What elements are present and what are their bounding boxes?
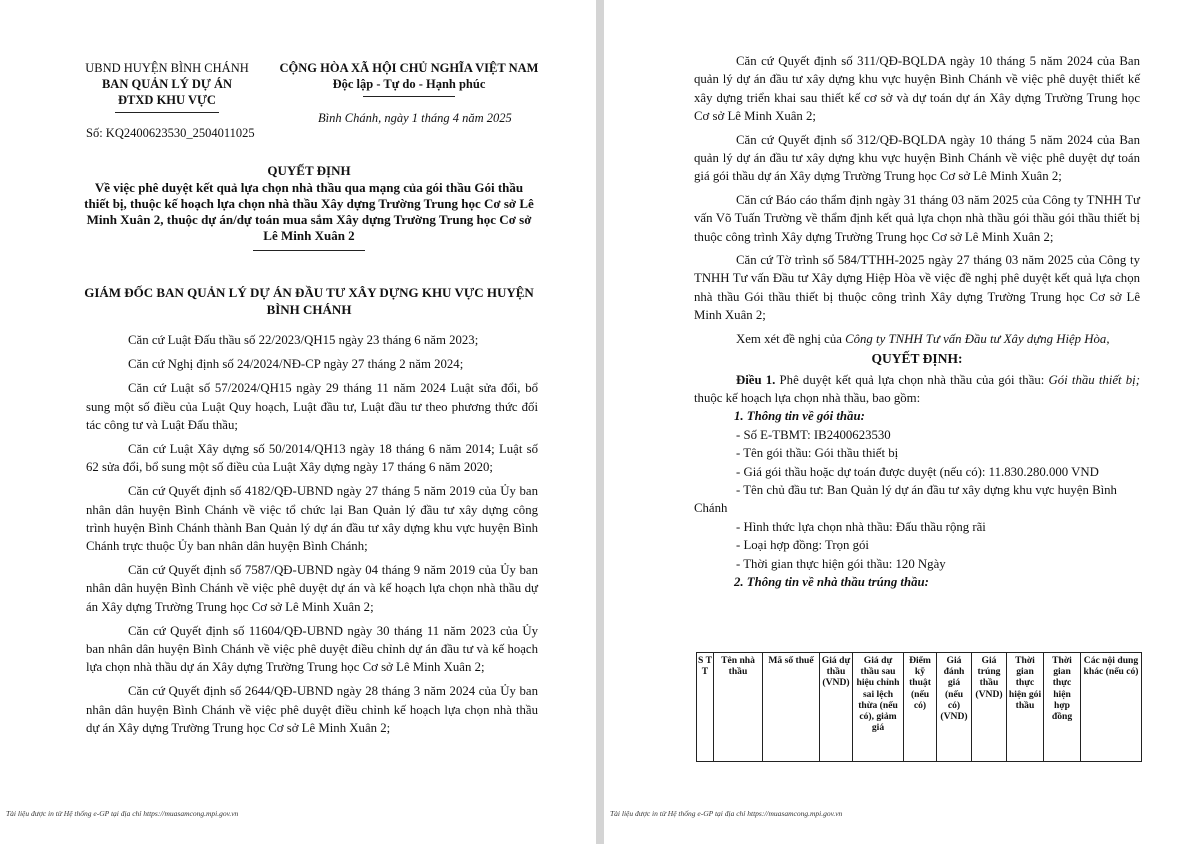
col-header-stt: S T T	[697, 653, 714, 762]
package-info-item: - Thời gian thực hiện gói thầu: 120 Ngày	[736, 556, 946, 571]
legal-basis-paragraph: Căn cứ Quyết định số 4182/QĐ-UBND ngày 27 tháng 5 năm 2019 của Ủy ban nhân dân huyện Bình Chánh về việc tổ chức lại Ban Quản lý đầu tư xây dựng công trình huyện Bình Chánh thành Ban Quản lý dự án đầu tư xây dựng khu vực huyện Bình Chánh trực thuộc Ủy ban nhân dân huyện Bình Chánh;	[86, 484, 538, 554]
agency-line-3: ĐTXD KHU VỰC	[118, 93, 216, 107]
consideration-line	[694, 330, 1140, 348]
article-1-package: Gói thầu thiết bị;	[1048, 372, 1140, 387]
page-gutter	[596, 0, 604, 844]
legal-basis-paragraph: Căn cứ Quyết định số 311/QĐ-BQLDA ngày 10 tháng 5 năm 2024 của Ban quản lý dự án đầu tư xây dựng khu vực huyện Bình Chánh về việc phê duyệt thiết kế xây dựng triển khai sau thiết kế cơ sở và dự toán dự án Xây dựng Trường Trung học Cơ sở Lê Minh Xuân 2;	[694, 54, 1140, 124]
article-1-tail: thuộc kế hoạch lựa chọn nhà thầu, bao gồm:	[694, 390, 921, 405]
package-info-item: - Số E-TBMT: IB2400623530	[736, 427, 891, 442]
article-1	[694, 371, 1140, 408]
legal-basis-paragraph: Căn cứ Luật Xây dựng số 50/2014/QH13 ngày 18 tháng 6 năm 2014; Luật số 62 sửa đổi, bổ sung một số điều của Luật Xây dựng ngày 17 tháng 6 năm 2020;	[86, 442, 538, 475]
article-1-text: Phê duyệt kết quả lựa chọn nhà thầu của gói thầu:	[775, 372, 1049, 387]
package-info-item: - Tên gói thầu: Gói thầu thiết bị	[736, 446, 899, 461]
director-heading: GIÁM ĐỐC BAN QUẢN LÝ DỰ ÁN ĐẦU TƯ XÂY DỰNG KHU VỰC HUYỆN BÌNH CHÁNH	[84, 285, 534, 317]
legal-basis-list	[86, 331, 538, 743]
section-1-title: 1. Thông tin về gói thầu:	[734, 409, 865, 424]
legal-basis-paragraph: Căn cứ Nghị định số 24/2024/NĐ-CP ngày 27 tháng 2 năm 2024;	[128, 357, 464, 372]
decision-body	[694, 52, 1140, 591]
package-info-item: - Giá gói thầu hoặc dự toán được duyệt (nếu có): 11.830.280.000 VND	[736, 464, 1099, 479]
col-header-other: Các nội dung khác (nếu có)	[1081, 653, 1142, 762]
package-owner-item: - Tên chủ đầu tư: Ban Quản lý dự án đầu tư xây dựng khu vực huyện Bình Chánh	[694, 482, 1117, 516]
col-header-package-duration: Thời gian thực hiện gói thầu	[1007, 653, 1044, 762]
legal-basis-paragraph: Căn cứ Quyết định số 2644/QĐ-UBND ngày 28 tháng 3 năm 2024 của Ủy ban nhân dân huyện Bình Chánh về việc phê duyệt điều chỉnh kế hoạch lựa chọn nhà thầu dự án Xây dựng Trường Trung học Cơ sở Lê Minh Xuân 2;	[86, 684, 538, 735]
legal-basis-paragraph: Căn cứ Quyết định số 7587/QĐ-UBND ngày 04 tháng 9 năm 2019 của Ủy ban nhân dân huyện Bình Chánh về việc phê duyệt dự án và kế hoạch lựa chọn nhà thầu dự án Xây dựng Trường Trung học Cơ sở Lê Minh Xuân 2;	[86, 563, 538, 614]
document-page-left	[0, 0, 596, 844]
document-page-right	[604, 0, 1200, 844]
col-header-tech-score: Điểm kỹ thuật (nếu có)	[904, 653, 937, 762]
legal-basis-paragraph: Căn cứ Tờ trình số 584/TTHH-2025 ngày 27 tháng 03 năm 2025 của Công ty TNHH Tư vấn Đầu tư Xây dựng Hiệp Hòa về việc đề nghị phê duyệt kết quả lựa chọn nhà thầu Gói thầu thiết bị thuộc công trình Xây dựng Trường Trung học Cơ sở Lê Minh Xuân 2;	[694, 253, 1140, 323]
col-header-evaluated-price: Giá đánh giá (nếu có) (VND)	[937, 653, 972, 762]
package-info-item: - Hình thức lựa chọn nhà thầu: Đấu thầu rộng rãi	[736, 519, 986, 534]
winning-contractor-table	[696, 652, 1142, 762]
document-number: Số: KQ2400623530_2504011025	[86, 126, 255, 140]
legal-basis-paragraph: Căn cứ Quyết định số 312/QĐ-BQLDA ngày 10 tháng 5 năm 2024 của Ban quản lý dự án đầu tư xây dựng khu vực huyện Bình Chánh về việc phê duyệt dự toán giá gói thầu dự án Xây dựng Trường Trung học Cơ sở Lê Minh Xuân 2;	[694, 132, 1140, 184]
decision-title-block	[82, 163, 536, 251]
motto-divider	[363, 96, 455, 97]
consideration-prefix: Xem xét đề nghị của	[736, 331, 846, 346]
agency-line-1: UBND HUYỆN BÌNH CHÁNH	[85, 61, 249, 75]
republic-name: CỘNG HÒA XÃ HỘI CHỦ NGHĨA VIỆT NAM	[279, 61, 539, 75]
agency-header	[62, 60, 272, 113]
consultant-company: Công ty TNHH Tư vấn Đầu tư Xây dựng Hiệp Hòa,	[845, 331, 1110, 346]
section-2-title: 2. Thông tin về nhà thầu trúng thầu:	[734, 574, 929, 589]
legal-basis-paragraph: Căn cứ Báo cáo thẩm định ngày 31 tháng 03 năm 2025 của Công ty TNHH Tư vấn Võ Tuấn Trường về thẩm định kết quả lựa chọn nhà thầu gói thầu gói thầu thiết bị thuộc công trình Xây dựng Trường Trung học Cơ sở Lê Minh Xuân 2;	[694, 192, 1140, 244]
page-footer: Tài liệu được in từ Hệ thống e-GP tại địa chỉ https://muasamcong.mpi.gov.vn	[6, 809, 239, 818]
legal-basis-paragraph: Căn cứ Quyết định số 11604/QĐ-UBND ngày 30 tháng 11 năm 2023 của Ủy ban nhân dân huyện Bình Chánh về việc phê duyệt điều chỉnh dự án đầu tư và kế hoạch lựa chọn nhà thầu dự án Xây dựng Trường Trung học Cơ sở Lê Minh Xuân 2;	[86, 623, 538, 675]
agency-line-2: BAN QUẢN LÝ DỰ ÁN	[101, 77, 233, 91]
col-header-bid-price: Giá dự thầu (VND)	[820, 653, 853, 762]
table-header-row	[697, 653, 1142, 762]
republic-motto: Độc lập - Tự do - Hạnh phúc	[332, 77, 486, 91]
title-divider	[253, 250, 365, 251]
col-header-contract-duration: Thời gian thực hiện hợp đồng	[1044, 653, 1081, 762]
decision-subtitle: Về việc phê duyệt kết quả lựa chọn nhà thầu qua mạng của gói thầu Gói thầu thiết bị, thuộc kế hoạch lựa chọn nhà thầu Xây dựng Trường Trung học Cơ sở Lê Minh Xuân 2, thuộc dự án/dự toán mua sắm Xây dựng Trường Trung học Cơ sở Lê Minh Xuân 2	[84, 180, 534, 243]
col-header-tax-code: Mã số thuế	[763, 653, 820, 762]
decision-heading: QUYẾT ĐỊNH:	[871, 351, 963, 367]
col-header-adjusted-price: Giá dự thầu sau hiệu chỉnh sai lệch thừa (nếu có), giảm giá	[853, 653, 904, 762]
legal-basis-paragraph: Căn cứ Luật Đấu thầu số 22/2023/QH15 ngày 23 tháng 6 năm 2023;	[128, 333, 479, 347]
decision-title: QUYẾT ĐỊNH	[267, 163, 351, 178]
col-header-award-price: Giá trúng thầu (VND)	[972, 653, 1007, 762]
place-date: Bình Chánh, ngày 1 tháng 4 năm 2025	[318, 111, 512, 125]
republic-header	[262, 60, 556, 97]
col-header-contractor: Tên nhà thầu	[714, 653, 763, 762]
page-footer: Tài liệu được in từ Hệ thống e-GP tại địa chỉ https://muasamcong.mpi.gov.vn	[610, 809, 843, 818]
package-info-item: - Loại hợp đồng: Trọn gói	[736, 538, 869, 553]
legal-basis-paragraph: Căn cứ Luật số 57/2024/QH15 ngày 29 tháng 11 năm 2024 Luật sửa đổi, bổ sung một số điều của Luật Quy hoạch, Luật đầu tư, Luật đầu tư theo phương thức đối tác công tư và Luật Đấu thầu;	[86, 381, 538, 432]
agency-divider	[115, 112, 219, 113]
article-1-label: Điều 1.	[736, 372, 776, 387]
